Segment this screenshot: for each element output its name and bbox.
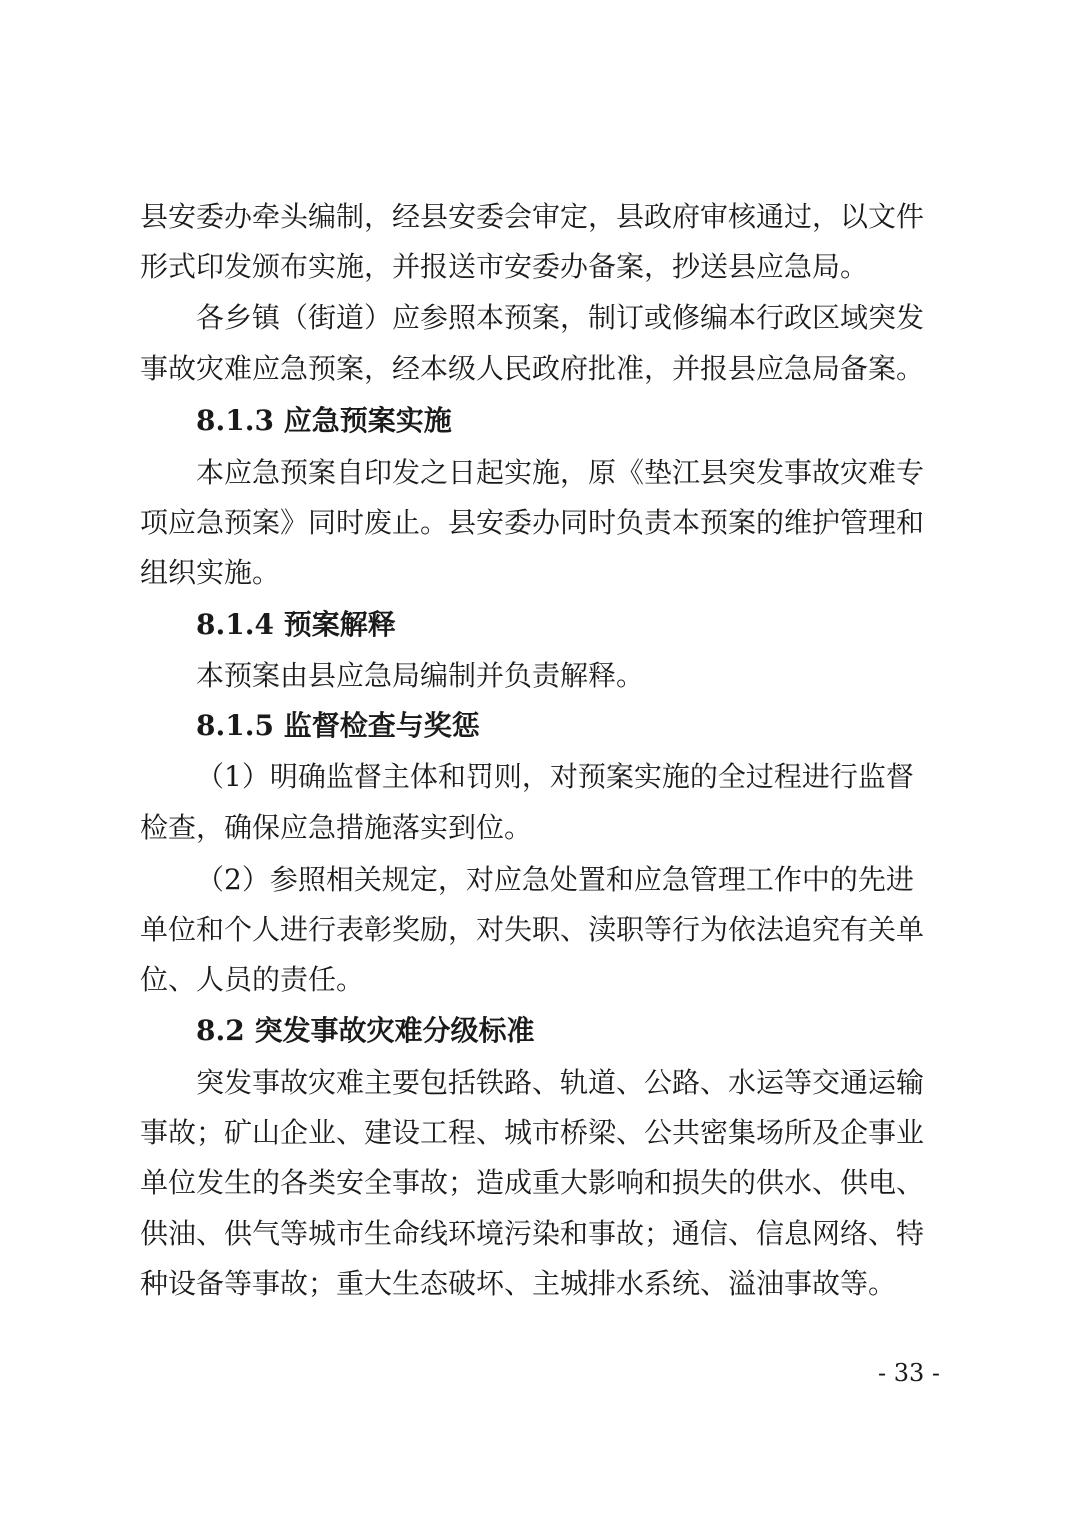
- paragraph-text-line: 项应急预案》同时废止。县安委办同时负责本预案的维护管理和: [140, 506, 925, 539]
- paragraph-text-line: 单位和个人进行表彰奖励，对失职、渎职等行为依法追究有关单: [140, 913, 925, 946]
- paragraph-text-line: （2）参照相关规定，对应急处置和应急管理工作中的先进: [196, 863, 914, 896]
- paragraph-text-line: 县安委办牵头编制，经县安委会审定，县政府审核通过，以文件: [140, 200, 925, 233]
- paragraph-text-line: 事故灾难应急预案，经本级人民政府批准，并报县应急局备案。: [140, 352, 925, 385]
- paragraph-text-line: （1）明确监督主体和罚则，对预案实施的全过程进行监督: [196, 760, 914, 793]
- page-number: - 33 -: [877, 1359, 940, 1387]
- paragraph-text-line: 本预案由县应急局编制并负责解释。: [196, 659, 645, 692]
- paragraph-text-line: 本应急预案自印发之日起实施，原《垫江县突发事故灾难专: [196, 456, 925, 489]
- paragraph-text-line: 单位发生的各类安全事故；造成重大影响和损失的供水、供电、: [140, 1166, 925, 1199]
- section-heading-8-1-4: 8.1.4 预案解释: [196, 608, 396, 641]
- paragraph-text-line: 形式印发颁布实施，并报送市安委办备案，抄送县应急局。: [140, 250, 869, 283]
- paragraph-text-line: 种设备等事故；重大生态破坏、主城排水系统、溢油事故等。: [140, 1267, 897, 1300]
- paragraph-text-line: 检查，确保应急措施落实到位。: [140, 811, 533, 844]
- section-heading-8-1-3: 8.1.3 应急预案实施: [196, 404, 452, 437]
- paragraph-text-line: 位、人员的责任。: [140, 963, 365, 996]
- paragraph-text-line: 各乡镇（街道）应参照本预案，制订或修编本行政区域突发: [196, 301, 925, 334]
- paragraph-text-line: 事故；矿山企业、建设工程、城市桥梁、公共密集场所及企事业: [140, 1116, 925, 1149]
- paragraph-text-line: 突发事故灾难主要包括铁路、轨道、公路、水运等交通运输: [196, 1066, 925, 1099]
- section-heading-8-1-5: 8.1.5 监督检查与奖惩: [196, 709, 480, 742]
- paragraph-text-line: 组织实施。: [140, 556, 281, 589]
- section-heading-8-2: 8.2 突发事故灾难分级标准: [196, 1014, 535, 1047]
- paragraph-text-line: 供油、供气等城市生命线环境污染和事故；通信、信息网络、特: [140, 1217, 925, 1250]
